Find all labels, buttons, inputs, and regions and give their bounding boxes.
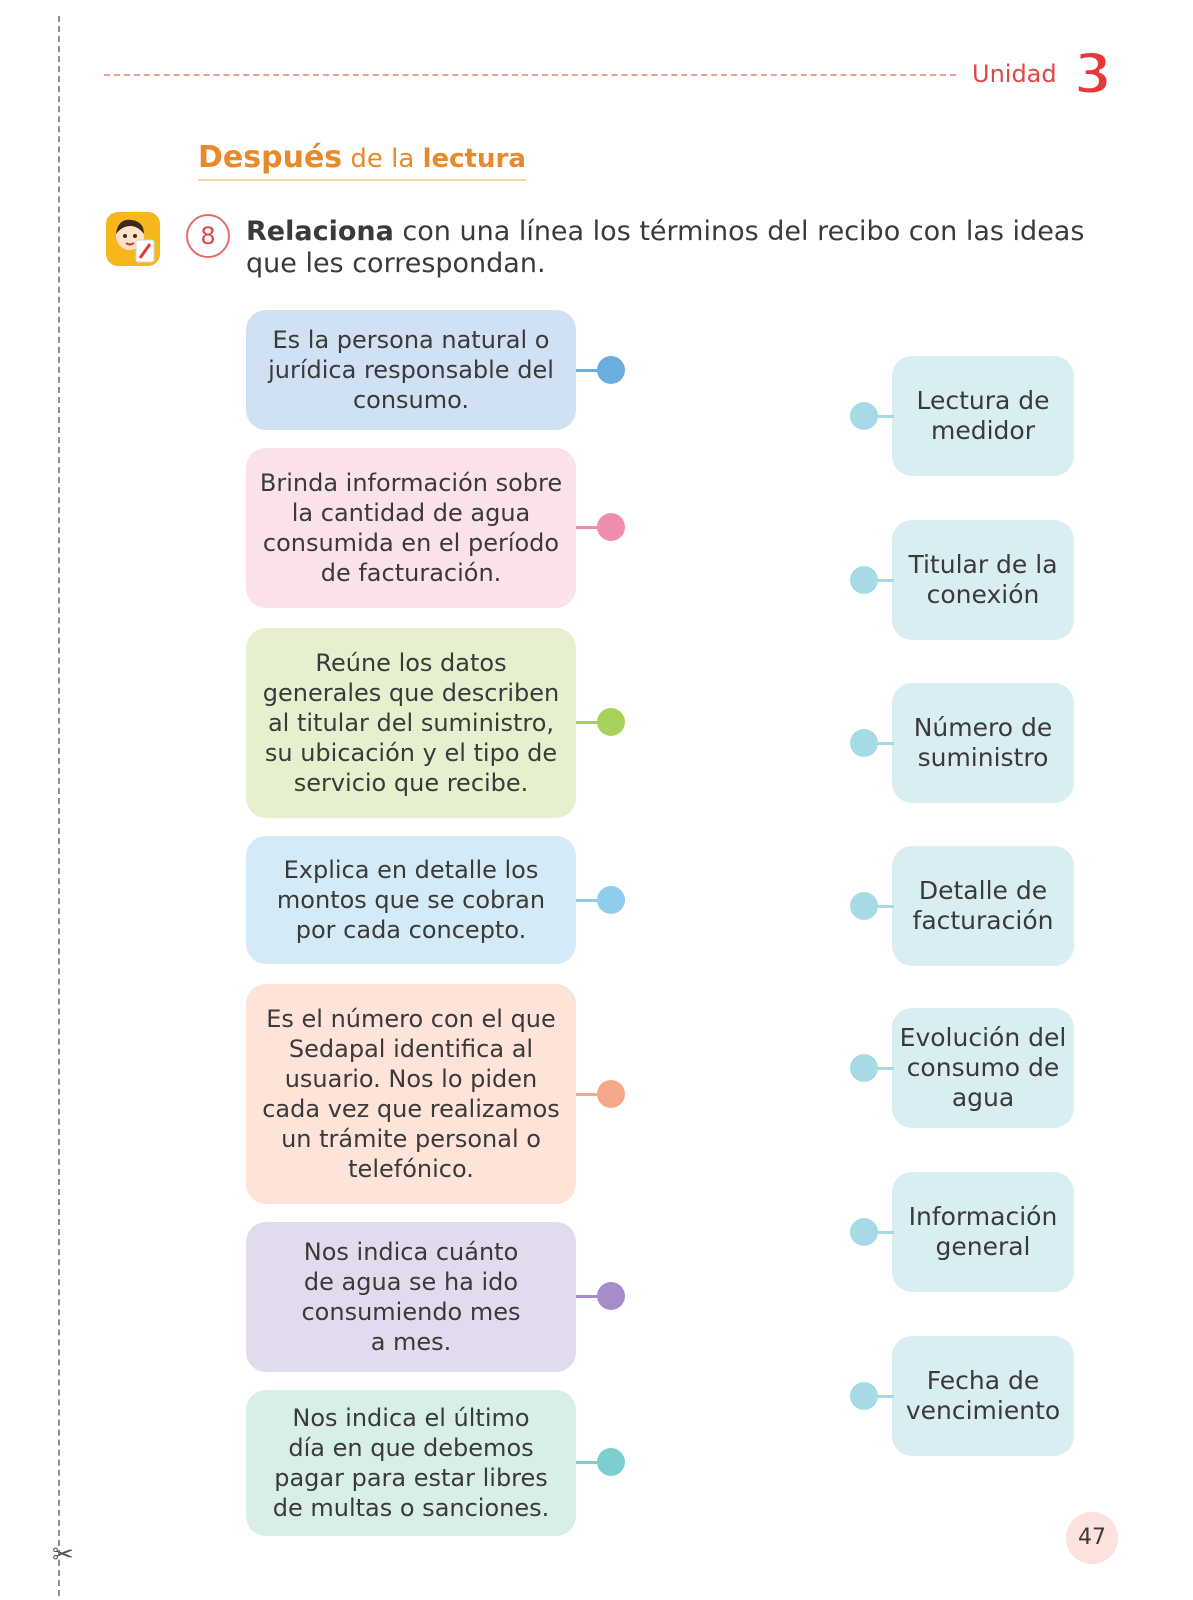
instruction-verb: Relaciona: [246, 216, 394, 247]
term-connector-dot-5[interactable]: [850, 1054, 878, 1082]
definition-box-4: [246, 836, 576, 964]
definition-connector-dot-2[interactable]: [597, 513, 625, 541]
definition-text: Reúne los datos generales que describen al titular del suministro, su ubicación y el tipo de servicio que recibe.: [262, 649, 560, 797]
term-box-4: [892, 846, 1074, 966]
term-text: Número de suministro: [913, 713, 1053, 772]
definition-connector-dot-4[interactable]: [597, 886, 625, 914]
term-text: Detalle de facturación: [912, 876, 1054, 935]
unit-label: Unidad: [972, 60, 1057, 88]
definition-connector-dot-5[interactable]: [597, 1080, 625, 1108]
definition-connector-dot-6[interactable]: [597, 1282, 625, 1310]
scissors-icon: ✂: [52, 1540, 74, 1570]
term-box-3: [892, 683, 1074, 803]
definition-box-3: [246, 628, 576, 818]
definition-text: Explica en detalle los montos que se cobran por cada concepto.: [276, 856, 546, 944]
unit-number: 3: [1073, 42, 1113, 107]
term-text: Fecha de vencimiento: [905, 1366, 1061, 1425]
term-connector-dot-3[interactable]: [850, 729, 878, 757]
definition-box-7: [246, 1390, 576, 1536]
term-box-6: [892, 1172, 1074, 1292]
definition-connector-dot-3[interactable]: [597, 708, 625, 736]
page-number: 47: [1066, 1512, 1118, 1564]
definition-box-5: [246, 984, 576, 1204]
term-box-1: [892, 356, 1074, 476]
term-text: Evolución del consumo de agua: [899, 1023, 1067, 1112]
definition-text: Es la persona natural o jurídica responsable del consumo.: [268, 326, 554, 414]
section-title: [198, 140, 526, 181]
definition-connector-dot-1[interactable]: [597, 356, 625, 384]
definition-box-6: [246, 1222, 576, 1372]
term-box-7: [892, 1336, 1074, 1456]
term-box-2: [892, 520, 1074, 640]
section-title-part2: de la: [350, 144, 415, 174]
term-connector-dot-6[interactable]: [850, 1218, 878, 1246]
section-title-part3: lectura: [422, 144, 526, 174]
term-text: Información general: [908, 1202, 1058, 1261]
definition-connector-dot-7[interactable]: [597, 1448, 625, 1476]
activity-number-badge: 8: [186, 214, 230, 258]
definition-text: Es el número con el que Sedapal identifica al usuario. Nos lo piden cada vez que realizamos un trámite personal o telefónico.: [262, 1005, 560, 1183]
cut-line: [58, 16, 60, 1596]
term-text: Lectura de medidor: [916, 386, 1050, 445]
term-connector-dot-4[interactable]: [850, 892, 878, 920]
activity-instruction: [246, 216, 1126, 280]
term-text: Titular de la conexión: [908, 550, 1058, 609]
definition-text: Brinda información sobre la cantidad de agua consumida en el período de facturación.: [259, 469, 563, 587]
definition-text: Nos indica cuánto de agua se ha ido consumiendo mes a mes.: [301, 1238, 521, 1356]
instruction-text: con una línea los términos del recibo con las ideas que les correspondan.: [246, 216, 1085, 279]
term-connector-dot-2[interactable]: [850, 566, 878, 594]
section-title-part1: Después: [198, 140, 343, 175]
definition-box-1: [246, 310, 576, 430]
student-avatar-icon: [106, 212, 160, 266]
term-box-5: [892, 1008, 1074, 1128]
definition-text: Nos indica el último día en que debemos pagar para estar libres de multas o sanciones.: [272, 1404, 550, 1522]
definition-box-2: [246, 448, 576, 608]
term-connector-dot-1[interactable]: [850, 402, 878, 430]
term-connector-dot-7[interactable]: [850, 1382, 878, 1410]
header-dashed-line: [104, 74, 956, 76]
